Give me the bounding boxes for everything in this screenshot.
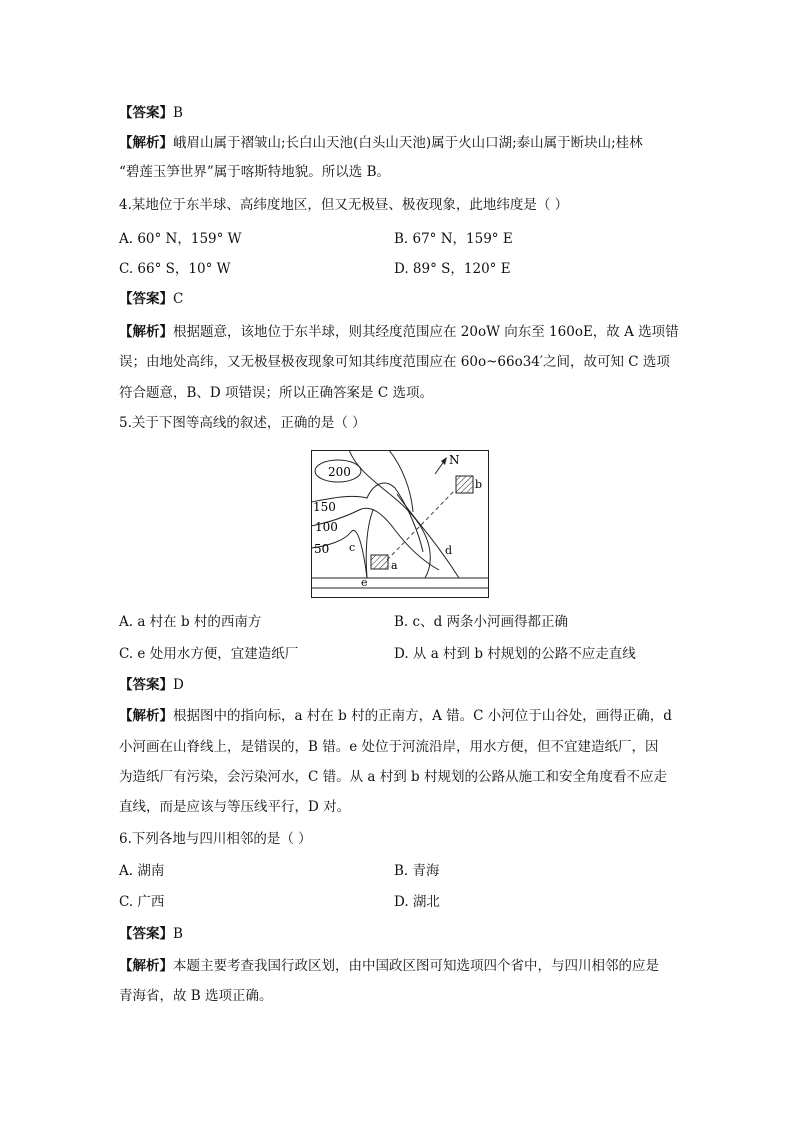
answer-value: D: [173, 677, 184, 693]
q5-option-b: B. c、d 两条小河画得都正确: [394, 614, 568, 630]
answer-tag: 【答案】: [119, 677, 173, 693]
answer-tag: 【答案】: [119, 291, 173, 307]
contour-map-figure: [311, 450, 489, 598]
q4-analysis-line-2: 误；由地处高纬，又无极昼极夜现象可知其纬度范围应在 60o~66o34′之间，故可知 C 选项: [119, 354, 670, 370]
q5-option-d: D. 从 a 村到 b 村规划的公路不应走直线: [394, 646, 636, 662]
q4-option-c: C. 66° S，10° W: [119, 261, 231, 277]
q5-analysis-line-4: 直线，而是应该与等压线平行，D 对。: [119, 799, 351, 815]
q5-option-a: A. a 村在 b 村的西南方: [119, 614, 262, 630]
analysis-tag: 【解析】: [119, 958, 173, 974]
q4-option-b: B. 67° N，159° E: [394, 231, 513, 247]
answer-value: C: [173, 291, 184, 307]
q5-analysis-line-2: 小河画在山脊线上，是错误的，B 错。e 处位于河流沿岸，用水方便，但不宜建造纸厂，因: [119, 739, 659, 755]
analysis-text: 峨眉山属于褶皱山;长白山天池(白头山天池)属于火山口湖;泰山属于断块山;桂林: [173, 135, 643, 151]
q4-option-d: D. 89° S，120° E: [394, 261, 511, 277]
label-50: 50: [314, 542, 330, 556]
label-a: a: [391, 559, 398, 572]
analysis-text: 根据图中的指向标，a 村在 b 村的正南方，A 错。C 小河位于山谷处，画得正确，d: [173, 708, 672, 724]
q5-answer-line: [119, 676, 184, 694]
analysis-tag: 【解析】: [119, 324, 173, 340]
q3-answer-line: [119, 104, 183, 122]
analysis-text: 本题主要考查我国行政区划，由中国政区图可知选项四个省中，与四川相邻的应是: [173, 958, 659, 974]
q5-analysis-line-3: 为造纸厂有污染，会污染河水，C 错。从 a 村到 b 村规划的公路从施工和安全角度看不应走: [119, 769, 667, 785]
label-e: e: [361, 576, 368, 589]
label-d: d: [445, 544, 453, 557]
q5-analysis-line-1: [119, 707, 672, 725]
contour-map-svg: [311, 450, 489, 598]
label-150: 150: [313, 500, 336, 514]
q6-option-c: C. 广西: [119, 894, 165, 910]
q4-stem: 4.某地位于东半球、高纬度地区，但又无极昼、极夜现象，此地纬度是（ ）: [119, 197, 569, 213]
q3-analysis-line-1: [119, 134, 643, 152]
q6-analysis-line-1: [119, 957, 659, 975]
analysis-tag: 【解析】: [119, 708, 173, 724]
q4-answer-line: [119, 290, 183, 308]
q6-analysis-line-2: 青海省，故 B 选项正确。: [119, 988, 273, 1004]
answer-value: B: [173, 926, 183, 942]
q4-analysis-line-1: [119, 323, 679, 341]
contour-line-upper: [389, 450, 413, 512]
label-b: b: [475, 478, 483, 491]
river-d: [397, 494, 459, 578]
label-c: c: [349, 541, 356, 554]
q4-option-a: A. 60° N，159° W: [119, 231, 242, 247]
q3-analysis-line-2: “碧莲玉笋世界”属于喀斯特地貌。所以选 B。: [119, 164, 391, 180]
village-a-icon: [371, 555, 388, 569]
label-100: 100: [315, 520, 338, 534]
q6-stem: 6.下列各地与四川相邻的是（ ）: [119, 831, 312, 847]
label-200: 200: [328, 465, 351, 479]
q6-option-d: D. 湖北: [394, 894, 440, 910]
label-north: N: [449, 453, 460, 467]
q6-option-b: B. 青海: [394, 863, 440, 879]
q6-answer-line: [119, 925, 183, 943]
q4-analysis-line-3: 符合题意，B、D 项错误；所以正确答案是 C 选项。: [119, 385, 433, 401]
analysis-tag: 【解析】: [119, 135, 173, 151]
village-b-icon: [456, 476, 473, 493]
answer-value: B: [173, 105, 183, 121]
contour-line-inner: [349, 450, 430, 578]
answer-tag: 【答案】: [119, 926, 173, 942]
answer-tag: 【答案】: [119, 105, 173, 121]
q5-option-c: C. e 处用水方便，宜建造纸厂: [119, 646, 299, 662]
q5-stem: 5.关于下图等高线的叙述，正确的是（ ）: [119, 415, 366, 431]
analysis-text: 根据题意，该地位于东半球，则其经度范围应在 20oW 向东至 160oE，故 A 选项错: [173, 324, 679, 340]
q6-option-a: A. 湖南: [119, 863, 165, 879]
